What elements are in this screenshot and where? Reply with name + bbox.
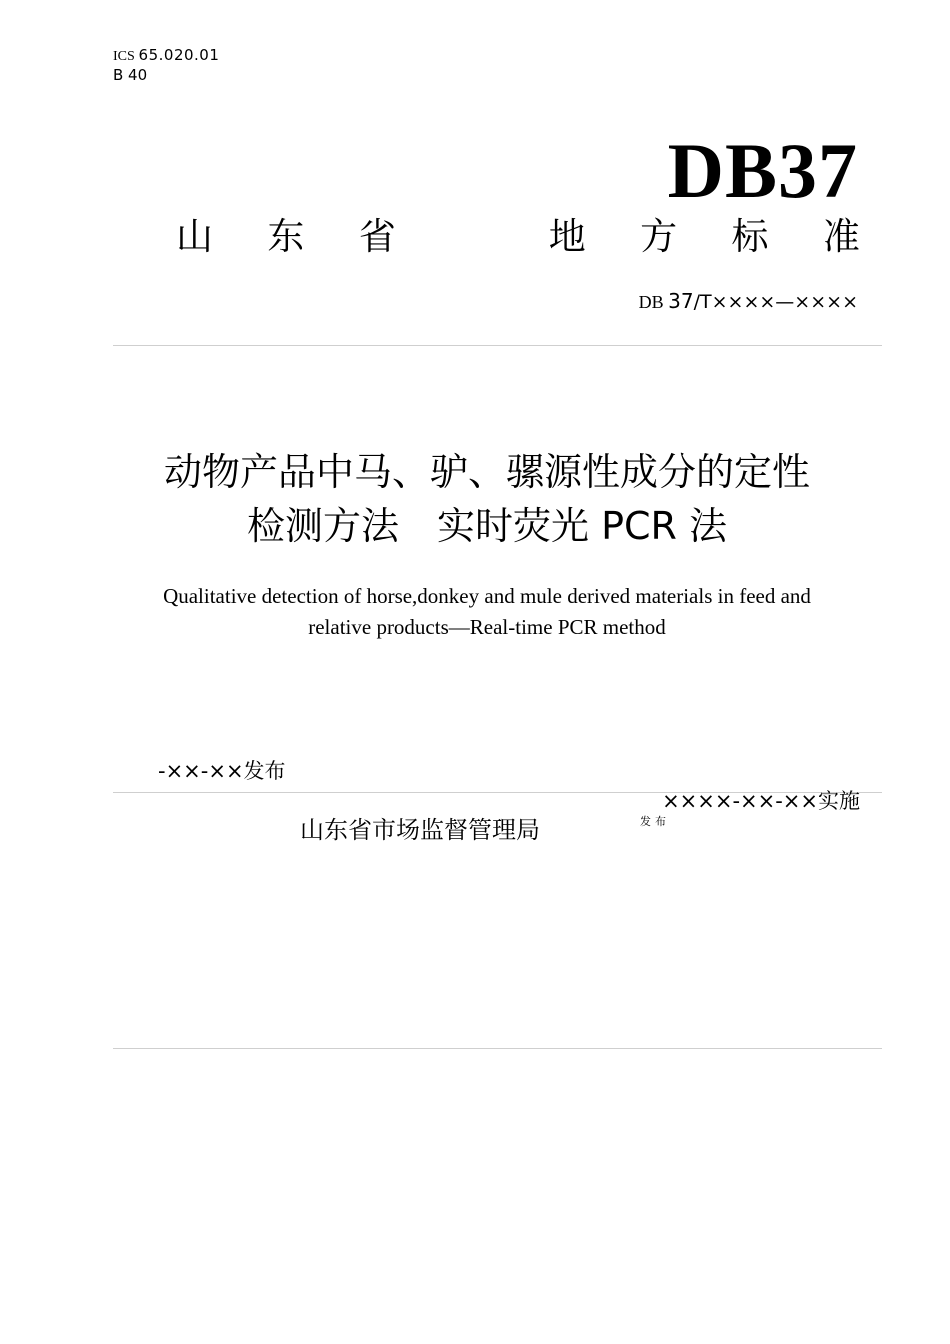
ics-line xyxy=(113,46,219,66)
bottom-divider xyxy=(113,1048,882,1049)
standard-type-char: 山 xyxy=(176,215,213,258)
standard-type-char: 方 xyxy=(640,215,678,258)
standard-type-char: 准 xyxy=(822,215,860,258)
implementation-date: ××××-××-××实施 xyxy=(662,789,860,813)
standard-number-code: 37 xyxy=(668,289,694,313)
ics-code: 65.020.01 xyxy=(138,46,220,64)
standard-type-char: 东 xyxy=(267,215,305,258)
issuing-authority: 山东省市场监督管理局 xyxy=(300,816,540,844)
issue-date: -××-××发布 xyxy=(158,759,286,783)
publish-label: 发布 xyxy=(640,815,670,828)
standard-number-prefix: DB xyxy=(638,292,669,312)
standard-type-char: 地 xyxy=(548,215,586,258)
standard-number xyxy=(639,288,858,316)
standard-number-suffix: /T××××—×××× xyxy=(693,291,858,313)
title-cn-line-2: 检测方法 实时荧光 PCR 法 xyxy=(246,504,727,548)
classification-code: B 40 xyxy=(113,66,148,84)
title-cn-line-1: 动物产品中马、驴、骡源性成分的定性 xyxy=(163,450,810,494)
title-en-line-2: relative products—Real-time PCR method xyxy=(308,615,666,639)
standard-type-char: 标 xyxy=(731,215,769,258)
standard-type-heading xyxy=(176,212,860,262)
title-en-line-1: Qualitative detection of horse,donkey and mule derived materials in feed and xyxy=(163,584,811,608)
db-logo: DB37 xyxy=(667,127,858,214)
header-divider xyxy=(113,345,882,346)
standard-type-char: 省 xyxy=(358,215,396,258)
standard-type-gap xyxy=(450,212,494,262)
ics-label: ICS xyxy=(113,49,135,64)
